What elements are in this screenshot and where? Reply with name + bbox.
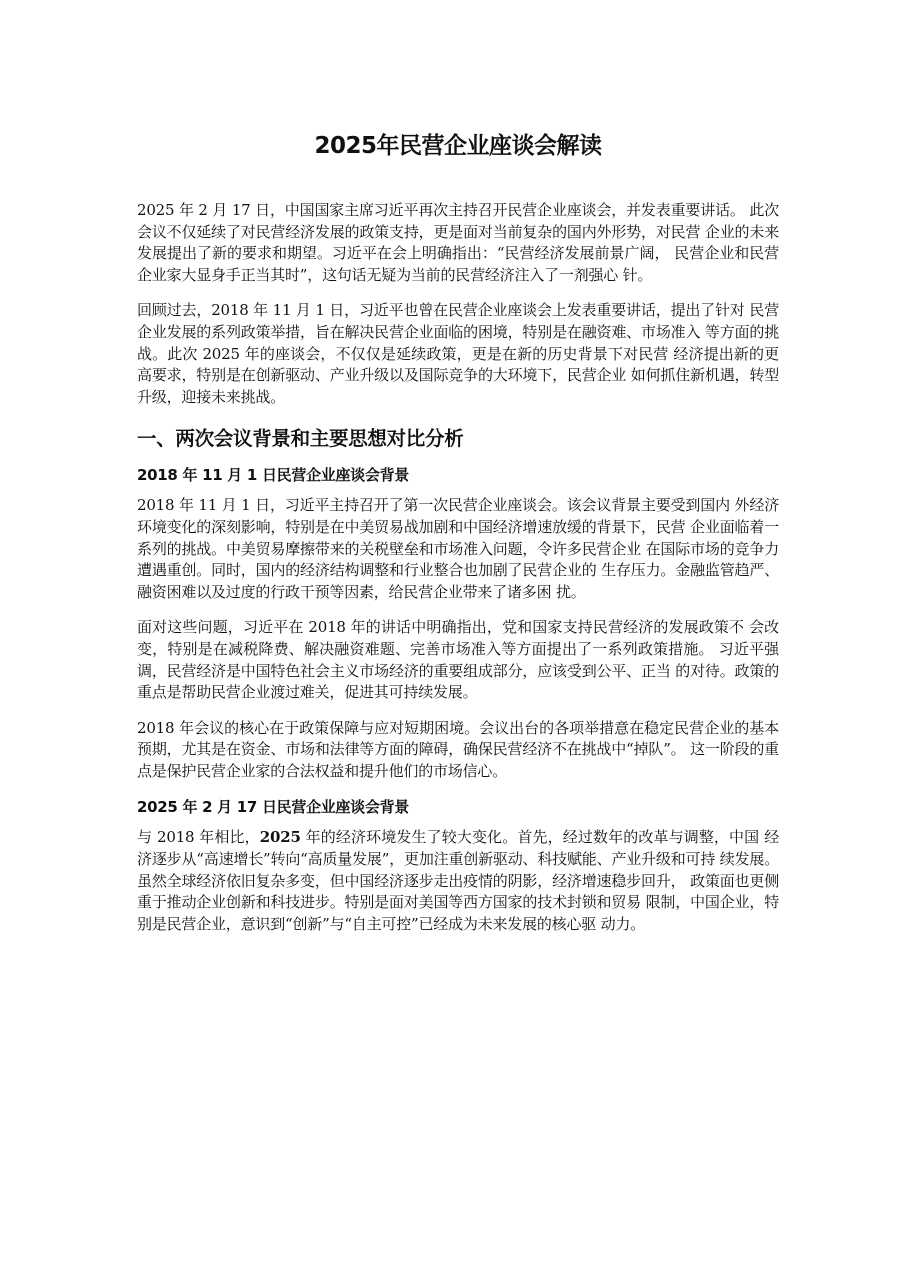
paragraph-2025-background xyxy=(137,827,779,935)
intro-paragraph-1: 2025 年 2 月 17 日，中国国家主席习近平再次主持召开民营企业座谈会，并发表重要讲话。 此次会议不仅延续了对民营经济发展的政策支持，更是面对当前复杂的国内外形势，对民营 企业的未来发展提出了新的要求和期望。习近平在会上明确指出：“民营经济发展前景广阔， 民营企业和民营企业家大显身手正当其时”，这句话无疑为当前的民营经济注入了一剂强心 针。 xyxy=(137,201,779,284)
subsection-heading-2025: 2025 年 2 月 17 日民营企业座谈会背景 xyxy=(137,798,409,817)
document-page xyxy=(137,126,779,949)
paragraph-2018-policy: 面对这些问题，习近平在 2018 年的讲话中明确指出，党和国家支持民营经济的发展政策不 会改变，特别是在减税降费、解决融资难题、完善市场准入等方面提出了一系列政策措施。 习近平强调，民营经济是中国特色社会主义市场经济的重要组成部分，应该受到公平、正当 的对待。政策的重点是帮助民营企业渡过难关，促进其可持续发展。 xyxy=(137,618,779,702)
paragraph-2018-background: 2018 年 11 月 1 日，习近平主持召开了第一次民营企业座谈会。该会议背景主要受到国内 外经济环境变化的深刻影响，特别是在中美贸易战加剧和中国经济增速放缓的背景下，民营 企业面临着一系列的挑战。中美贸易摩擦带来的关税壁垒和市场准入问题，令许多民营企业 在国际市场的竞争力遭遇重创。同时，国内的经济结构调整和行业整合也加剧了民营企业的 生存压力。金融监管趋严、融资困难以及过度的行政干预等因素，给民营企业带来了诸多困 扰。 xyxy=(137,496,779,601)
paragraph-2025-lead: 与 2018 年相比， xyxy=(137,828,260,847)
intro-paragraph-2: 回顾过去，2018 年 11 月 1 日，习近平也曾在民营企业座谈会上发表重要讲话，提出了针对 民营企业发展的系列政策举措，旨在解决民营企业面临的困境，特别是在融资难、市场准入 等方面的挑战。此次 2025 年的座谈会，不仅仅是延续政策，更是在新的历史背景下对民营 经济提出新的更高要求，特别是在创新驱动、产业升级以及国际竞争的大环境下，民营企业 如何抓住新机遇，转型升级，迎接未来挑战。 xyxy=(137,301,779,406)
document-title: 2025年民营企业座谈会解读 xyxy=(314,133,602,159)
subsection-heading-2018: 2018 年 11 月 1 日民营企业座谈会背景 xyxy=(137,466,409,485)
paragraph-2018-core: 2018 年会议的核心在于政策保障与应对短期困境。会议出台的各项举措意在稳定民营企业的基本预期，尤其是在资金、市场和法律等方面的障碍，确保民营经济不在挑战中“掉队”。 这一阶段的重点是保护民营企业家的合法权益和提升他们的市场信心。 xyxy=(137,718,779,780)
section-heading: 一、两次会议背景和主要思想对比分析 xyxy=(137,427,464,451)
paragraph-2025-rest: 年的经济环境发生了较大变化。首先，经过数年的改革与调整，中国 经济逐步从“高速增长”转向“高质量发展”，更加注重创新驱动、科技赋能、产业升级和可持 续发展。虽然全球经济依旧复杂多变，但中国经济逐步走出疫情的阴影，经济增速稳步回升， 政策面也更侧重于推动企业创新和科技进步。特别是面对美国等西方国家的技术封锁和贸易 限制，中国企业，特别是民营企业，意识到“创新”与“自主可控”已经成为未来发展的核心驱 动力。 xyxy=(137,828,779,933)
paragraph-2025-bold-year: 2025 xyxy=(259,828,301,847)
